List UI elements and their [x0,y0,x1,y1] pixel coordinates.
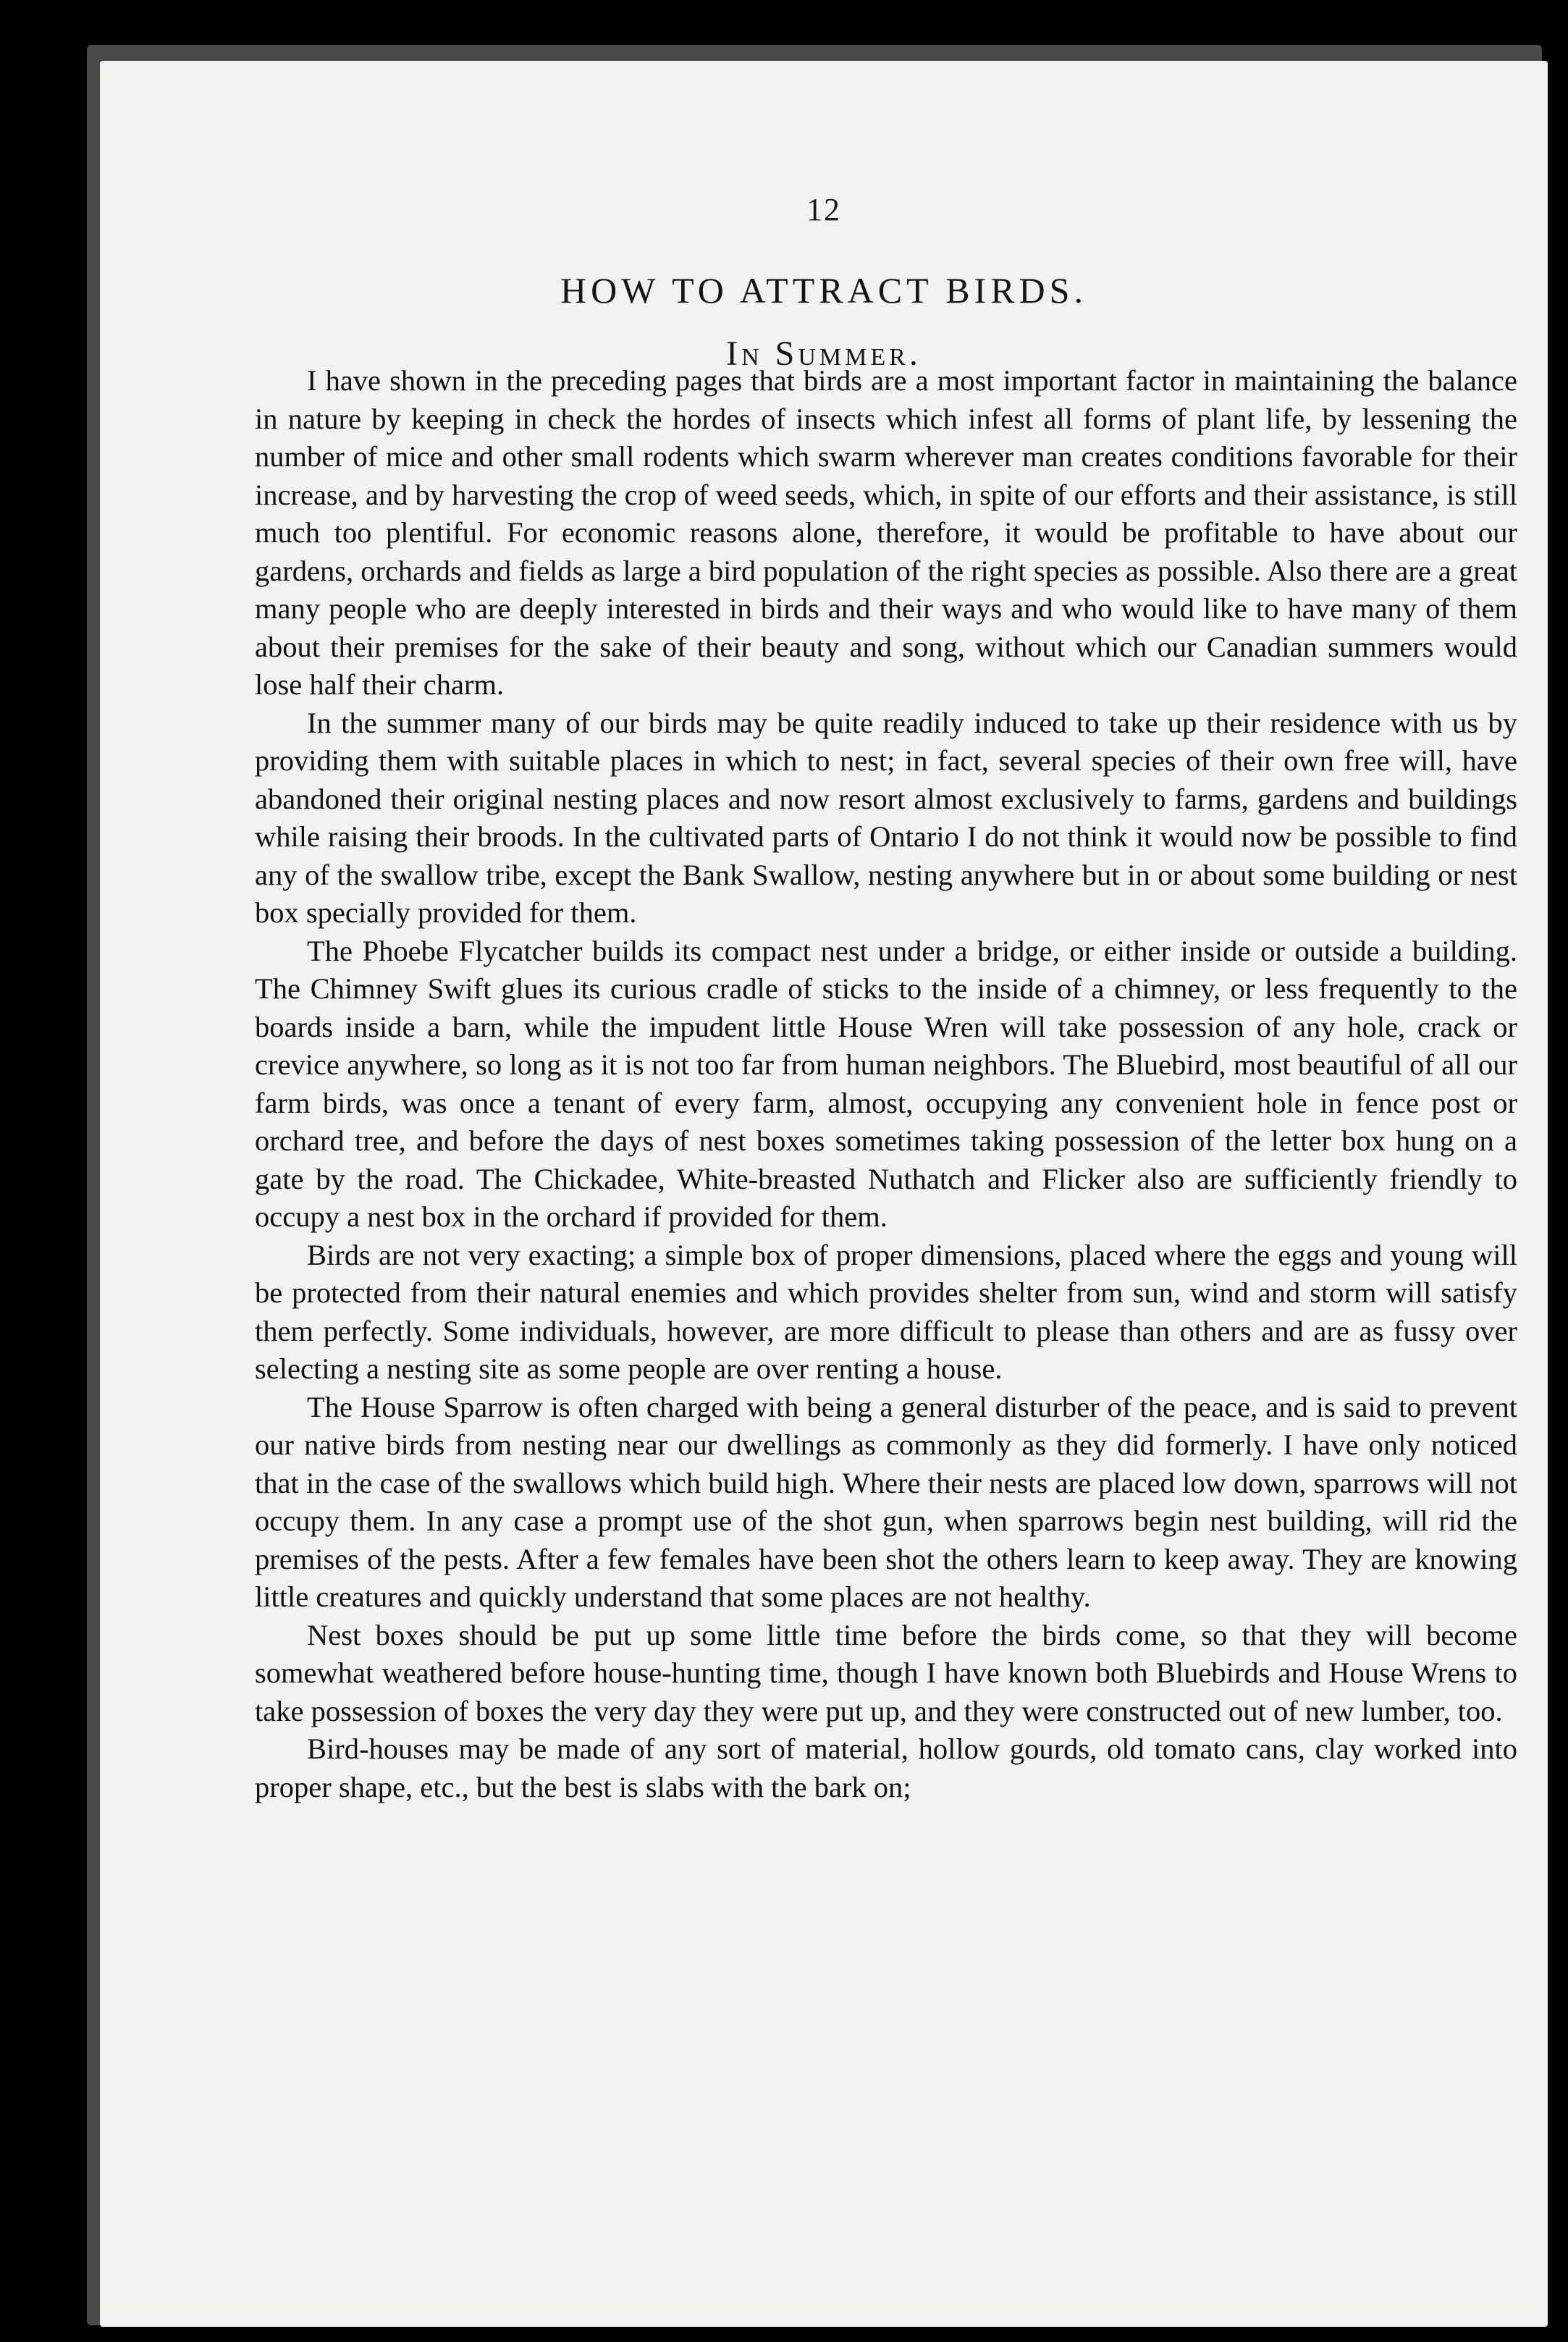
section-subtitle: In Summer. [726,334,922,373]
chapter-title: HOW TO ATTRACT BIRDS. [560,270,1087,311]
body-text [255,362,1517,1806]
paragraph-5: The House Sparrow is often charged with being a general disturber of the peace, and is said to prevent our native birds from nesting near our dwellings as commonly as they did formerly. I have only noticed that in the case of the swallows which build high. Where their nests are placed low down, sparrows will not occupy them. In any case a prompt use of the shot gun, when sparrows begin nest building, will rid the premises of the pests. After a few females have been shot the others learn to keep away. They are knowing little creatures and quickly understand that some places are not healthy. [255,1390,1517,1613]
page-number: 12 [806,192,841,227]
paragraph-3: The Phoebe Flycatcher builds its compact nest under a bridge, or either inside or outside a building. The Chimney Swift glues its curious cradle of sticks to the inside of a chimney, or less frequently to the boards inside a barn, while the impudent little House Wren will take possession of any hole, crack or crevice anywhere, so long as it is not too far from human neighbors. The Bluebird, most beautiful of all our farm birds, was once a tenant of every farm, almost, occupying any convenient hole in fence post or orchard tree, and before the days of nest boxes sometimes taking possession of the letter box hung on a gate by the road. The Chickadee, White-breasted Nuthatch and Flicker also are sufficiently friendly to occupy a nest box in the orchard if provided for them. [255,934,1517,1233]
paragraph-4: Birds are not very exacting; a simple box of proper dimensions, placed where the eggs and young will be protected from their natural enemies and which provides shelter from sun, wind and storm will satisfy them perfectly. Some individuals, however, are more difficult to please than others and are as fussy over selecting a nesting site as some people are over renting a house. [255,1238,1517,1385]
paragraph-7: Bird-houses may be made of any sort of material, hollow gourds, old tomato cans, clay worked into proper shape, etc., but the best is slabs with the bark on; [255,1732,1517,1803]
paragraph-2: In the summer many of our birds may be quite readily induced to take up their residence with us by providing them with suitable places in which to nest; in fact, several species of their own free will, have abandoned their original nesting places and now resort almost exclusively to farms, gardens and buildings while raising their broods. In the cultivated parts of Ontario I do not think it would now be possible to find any of the swallow tribe, except the Bank Swallow, nesting anywhere but in or about some building or nest box specially provided for them. [255,706,1517,929]
paragraph-1: I have shown in the preceding pages that birds are a most important factor in maintaining the balance in nature by keeping in check the hordes of insects which infest all forms of plant life, by lessening the number of mice and other small rodents which swarm wherever man creates conditions favorable for their increase, and by harvesting the crop of weed seeds, which, in spite of our efforts and their assistance, is still much too plentiful. For economic reasons alone, therefore, it would be profitable to have about our gardens, orchards and fields as large a bird population of the right species as possible. Also there are a great many people who are deeply interested in birds and their ways and who would like to have many of them about their premises for the sake of their beauty and song, without which our Canadian summers would lose half their charm. [255,364,1517,701]
paragraph-6: Nest boxes should be put up some little time before the birds come, so that they will become somewhat weathered before house-hunting time, though I have known both Bluebirds and House Wrens to take possession of boxes the very day they were put up, and they were constructed out of new lumber, too. [255,1618,1517,1727]
